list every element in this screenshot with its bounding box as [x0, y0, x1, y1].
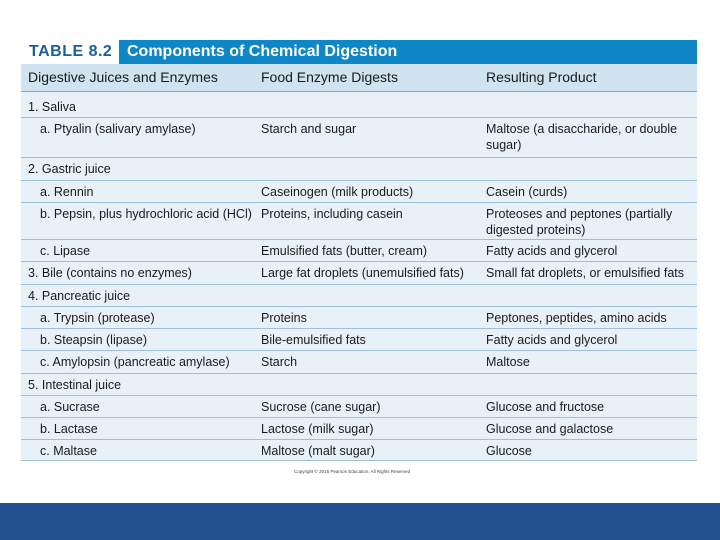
- cell-enzyme: a. Trypsin (protease): [40, 311, 155, 325]
- cell-food-digested: Bile-emulsified fats: [261, 333, 366, 347]
- table-row: [21, 396, 697, 418]
- table-row: [21, 181, 697, 203]
- table-row: [21, 285, 697, 307]
- cell-food-digested: Starch and sugar: [261, 122, 357, 136]
- header-food-enzyme-digests: Food Enzyme Digests: [261, 69, 398, 85]
- cell-food-digested: Sucrose (cane sugar): [261, 400, 381, 414]
- cell-resulting-product: Casein (curds): [486, 185, 568, 199]
- table-row: [21, 240, 697, 262]
- cell-food-digested: Starch: [261, 355, 298, 369]
- cell-food-digested: Proteins, including casein: [261, 207, 403, 221]
- header-digestive-juices: Digestive Juices and Enzymes: [28, 69, 218, 85]
- digestion-table: [21, 40, 697, 461]
- table-row: [21, 262, 697, 285]
- cell-enzyme: c. Amylopsin (pancreatic amylase): [40, 355, 230, 369]
- cell-enzyme: 5. Intestinal juice: [28, 378, 122, 392]
- cell-resulting-product: Glucose: [486, 444, 532, 458]
- table-row: [21, 440, 697, 461]
- cell-food-digested: Large fat droplets (unemulsified fats): [261, 266, 464, 280]
- table-header-row: [21, 64, 697, 92]
- cell-enzyme: c. Maltase: [40, 444, 97, 458]
- cell-enzyme: a. Sucrase: [40, 400, 100, 414]
- cell-resulting-product: Glucose and fructose: [486, 400, 605, 414]
- table-row: [21, 96, 697, 118]
- table-number-box: [21, 40, 119, 64]
- table-number: TABLE 8.2: [29, 43, 113, 60]
- cell-food-digested: Emulsified fats (butter, cream): [261, 244, 428, 258]
- table-title-bar: [21, 40, 697, 64]
- table-row: [21, 158, 697, 181]
- header-resulting-product: Resulting Product: [486, 69, 597, 85]
- row-divider: [21, 460, 697, 461]
- cell-food-digested: Proteins: [261, 311, 307, 325]
- cell-enzyme: 4. Pancreatic juice: [28, 289, 131, 303]
- cell-enzyme: b. Steapsin (lipase): [40, 333, 148, 347]
- cell-enzyme: 3. Bile (contains no enzymes): [28, 266, 192, 280]
- cell-resulting-product: Fatty acids and glycerol: [486, 244, 618, 258]
- cell-food-digested: Maltose (malt sugar): [261, 444, 375, 458]
- cell-enzyme: a. Rennin: [40, 185, 94, 199]
- table-row: [21, 374, 697, 396]
- table-row: [21, 307, 697, 329]
- table-title: Components of Chemical Digestion: [127, 43, 398, 60]
- table-row: [21, 118, 697, 158]
- cell-resulting-product: Maltose: [486, 355, 530, 369]
- cell-resulting-product: Small fat droplets, or emulsified fats: [486, 266, 684, 280]
- table-row: [21, 418, 697, 440]
- cell-resulting-product: Proteoses and peptones (partially digested proteins): [486, 207, 673, 237]
- cell-food-digested: Lactose (milk sugar): [261, 422, 374, 436]
- cell-resulting-product: Glucose and galactose: [486, 422, 614, 436]
- cell-food-digested: Caseinogen (milk products): [261, 185, 414, 199]
- cell-enzyme: c. Lipase: [40, 244, 91, 258]
- cell-enzyme: b. Lactase: [40, 422, 98, 436]
- cell-resulting-product: Peptones, peptides, amino acids: [486, 311, 667, 325]
- table-row: [21, 203, 697, 240]
- cell-enzyme: 1. Saliva: [28, 100, 76, 114]
- cell-resulting-product: Maltose (a disaccharide, or double sugar): [486, 122, 678, 152]
- copyright-notice: Copyright © 2015 Pearson Education, All Rights Reserved: [294, 469, 411, 474]
- table-row: [21, 329, 697, 351]
- cell-enzyme: a. Ptyalin (salivary amylase): [40, 122, 196, 136]
- table-row: [21, 351, 697, 374]
- cell-resulting-product: Fatty acids and glycerol: [486, 333, 618, 347]
- cell-enzyme: b. Pepsin, plus hydrochloric acid (HCl): [40, 207, 252, 221]
- footer-bar: [0, 503, 720, 540]
- cell-enzyme: 2. Gastric juice: [28, 162, 111, 176]
